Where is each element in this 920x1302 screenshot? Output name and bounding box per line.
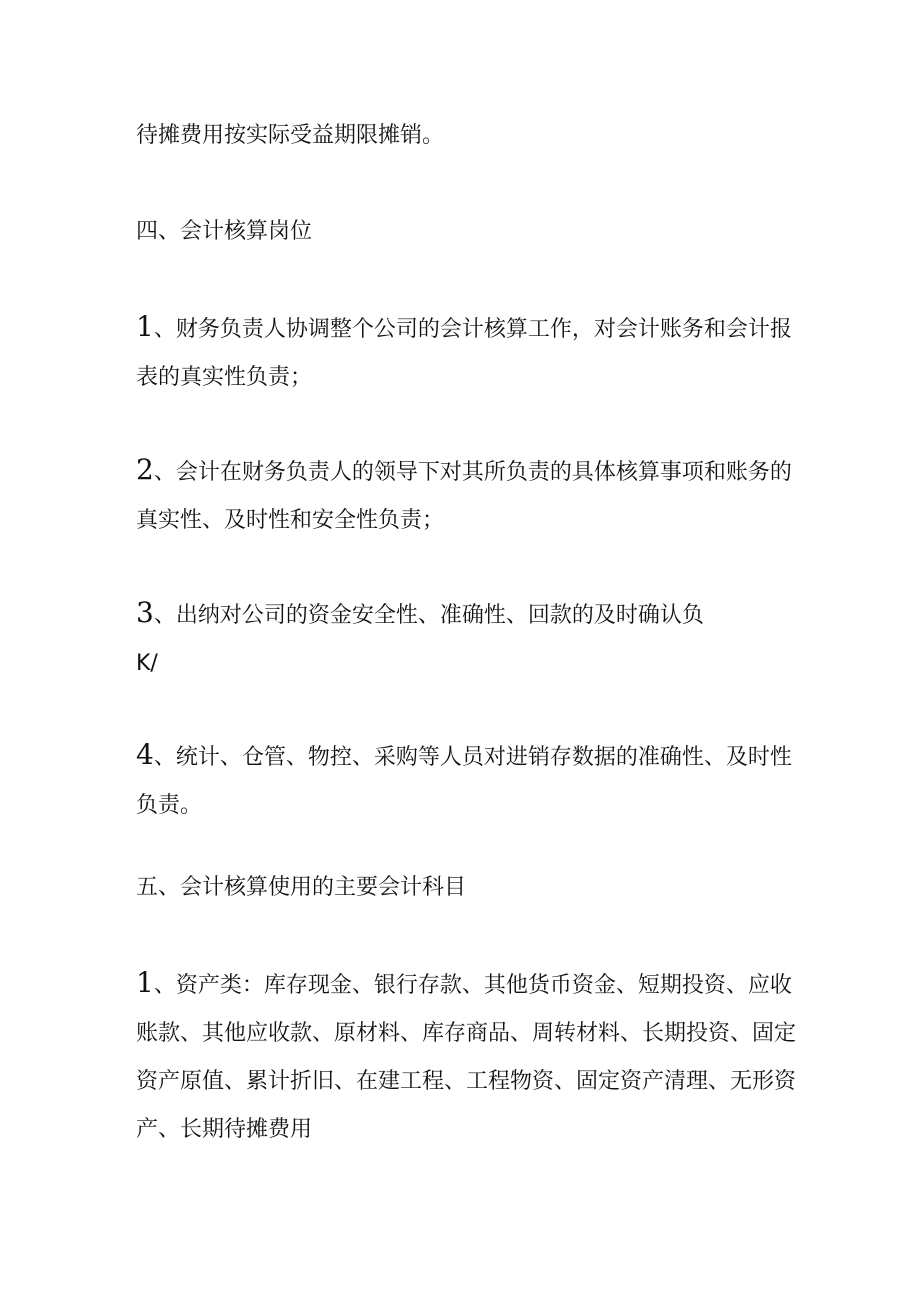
- text-line: 资产原值、累计折旧、在建工程、工程物资、固定资产清理、无形资: [136, 1069, 797, 1094]
- text-line: K/: [136, 651, 158, 676]
- text-line: 负责。: [136, 793, 203, 818]
- text-line: 表的真实性负责；: [136, 365, 313, 390]
- list-item-1: [136, 303, 796, 402]
- list-number: 1: [136, 310, 154, 343]
- text-line: 账款、其他应收款、原材料、库存商品、周转材料、长期投资、固定: [136, 1021, 797, 1046]
- list-item-assets: [136, 959, 796, 1154]
- text-line: 真实性、及时性和安全性负责；: [136, 508, 445, 533]
- list-number: 2: [136, 453, 154, 486]
- heading-text: 四、会计核算岗位: [136, 219, 313, 244]
- text-line: 、会计在财务负责人的领导下对其所负责的具体核算事项和账务的: [153, 460, 792, 485]
- list-number: 1: [136, 966, 154, 999]
- text-line: 、统计、仓管、物控、采购等人员对进销存数据的准确性、及时性: [153, 745, 792, 770]
- text-line: 产、长期待摊费用: [136, 1117, 313, 1142]
- text-line: 、财务负责人协调整个公司的会计核算工作，对会计账务和会计报: [153, 317, 792, 342]
- list-item-3: [136, 589, 796, 688]
- text-line: 待摊费用按实际受益期限摊销。: [136, 123, 445, 148]
- list-number: 4: [136, 738, 154, 771]
- section-heading-4: [136, 208, 796, 256]
- heading-text: 五、会计核算使用的主要会计科目: [136, 875, 467, 900]
- list-number: 3: [136, 596, 154, 629]
- list-item-2: [136, 446, 796, 545]
- paragraph-amortization: [136, 112, 796, 160]
- text-line: 、出纳对公司的资金安全性、准确性、回款的及时确认负: [153, 603, 704, 628]
- text-line: 、资产类：库存现金、银行存款、其他货币资金、短期投资、应收: [153, 973, 792, 998]
- section-heading-5: [136, 864, 796, 912]
- list-item-4: [136, 731, 796, 830]
